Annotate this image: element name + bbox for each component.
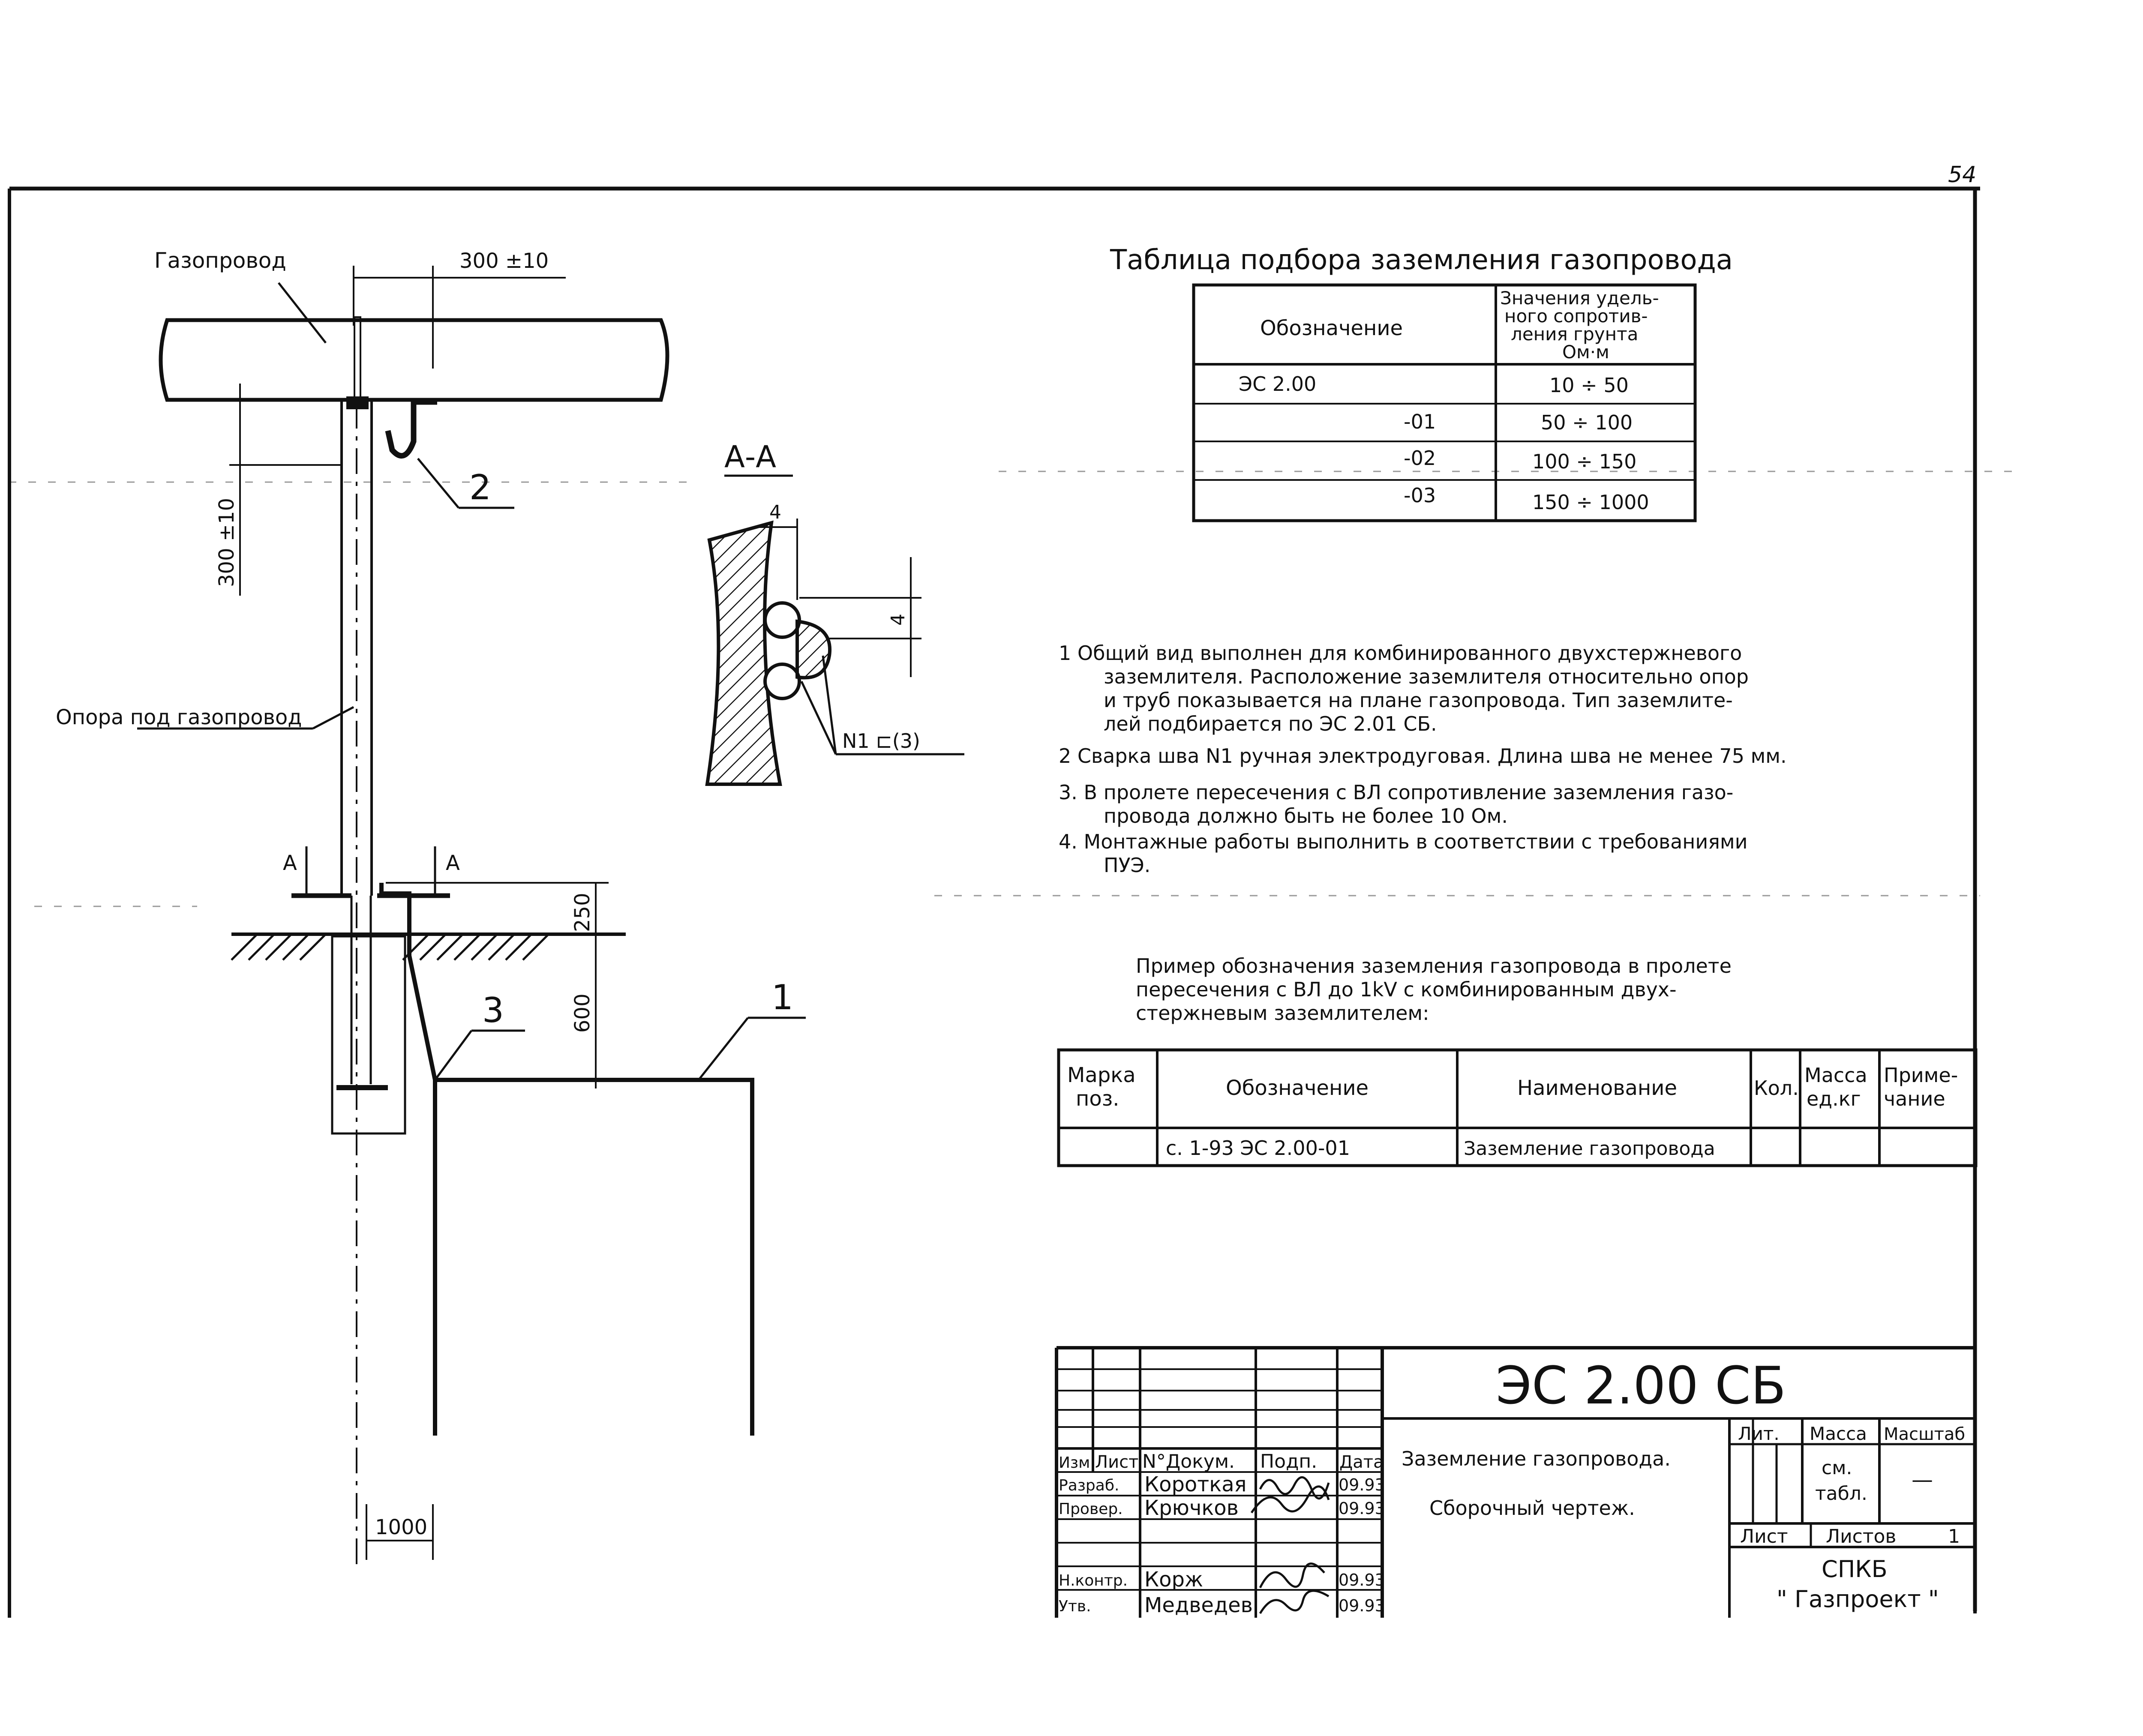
note-4: 4. Монтажные работы выполнить в соответствии с требованиями ПУЭ. (1059, 830, 1748, 877)
scale-value: — (1912, 1467, 1933, 1492)
person-name: Короткая (1144, 1472, 1247, 1496)
designation-example (1059, 954, 1976, 1166)
sign-date: 09.93 (1339, 1475, 1385, 1494)
callout-2-leader (418, 459, 459, 508)
title-block-name: Заземление газопровода. Сборочный чертеж. (1402, 1447, 1671, 1520)
sheets-label: Листов (1826, 1526, 1897, 1547)
dim-600-label: 600 (570, 993, 594, 1033)
col-header-izm: Изм. (1059, 1454, 1095, 1472)
example-row-name: Заземление газопровода (1464, 1138, 1715, 1160)
person-name: Корж (1144, 1568, 1204, 1592)
table-row-designation: -03 (1404, 484, 1436, 507)
header-mass: Масса ед.кг (1804, 1064, 1867, 1110)
callout-1-leader (699, 1018, 748, 1080)
col2-header-line-1: Значения удель- (1500, 288, 1659, 309)
pipeline (161, 320, 667, 400)
title-block (1056, 1166, 1976, 1618)
selection-table (1110, 244, 1733, 521)
callout-1: 1 (771, 977, 793, 1017)
col-header-date: Дата (1339, 1452, 1384, 1472)
section-mark-right: А (446, 851, 460, 875)
example-text: Пример обозначения заземления газопровода в пролете пересечения с ВЛ до 1kV с комбинированным двух- стержневым заземлителем: (1136, 954, 1732, 1025)
mass-label: Масса (1810, 1423, 1867, 1444)
role-label: Разраб. (1059, 1477, 1120, 1494)
dim-1000-label: 1000 (375, 1515, 428, 1539)
pipeline-label-leader (279, 283, 326, 343)
assembly-drawing (56, 248, 806, 1564)
table-row-value: 150 ÷ 1000 (1532, 491, 1649, 514)
col-header-list: Лист (1095, 1452, 1139, 1472)
signatures (1252, 1477, 1329, 1613)
title-block-code: ЭС 2.00 СБ (1496, 1356, 1786, 1416)
rod-bottom (765, 664, 799, 699)
col2-header-line-3: ления грунта (1511, 324, 1639, 345)
rod-top (765, 603, 799, 637)
col-header-sign: Подп. (1260, 1451, 1318, 1472)
col-header-doc: N°Докум. (1142, 1451, 1235, 1472)
table-row-value: 100 ÷ 150 (1532, 450, 1637, 473)
grounding-conductor (381, 883, 435, 1436)
table-row-value: 50 ÷ 100 (1541, 411, 1633, 434)
selection-table-col1-header: Обозначение (1260, 316, 1403, 340)
table-row-designation: -01 (1404, 410, 1436, 433)
grounding-bracket (388, 402, 437, 456)
header-qty: Кол. (1754, 1076, 1799, 1100)
support-wall-section (707, 523, 780, 784)
section-a-a (707, 439, 964, 784)
table-row-designation: ЭС 2.00 (1239, 372, 1317, 396)
role-label: Провер. (1059, 1500, 1123, 1518)
dim-vertical-label: 300 ±10 (215, 498, 239, 587)
dim-4v-label: 4 (887, 614, 909, 626)
foundation (332, 936, 405, 1133)
pipeline-label: Газопровод (154, 248, 286, 273)
sheet-number: 54 (1948, 162, 1977, 188)
support-label-leader-tip (313, 707, 354, 729)
mass-value: см. табл. (1815, 1457, 1867, 1505)
note-1: 1 Общий вид выполнен для комбинированного двухстержневого заземлителя. Расположение заземлителя относительно опор и труб показывается на плане газопровода. Тип заземлите- лей подбирается по ЭС 2.01 СБ. (1059, 642, 1749, 735)
role-label: Н.контр. (1059, 1572, 1128, 1589)
sheet-label: Лист (1740, 1526, 1788, 1547)
section-title: А-А (724, 439, 777, 474)
header-designation: Обозначение (1226, 1076, 1369, 1100)
header-name: Наименование (1517, 1076, 1678, 1100)
scale-label: Масштаб (1884, 1424, 1966, 1444)
lit-label: Лит. (1738, 1423, 1780, 1444)
dim-4h-label: 4 (769, 501, 781, 523)
notes (1059, 642, 1787, 877)
person-name: Медведев (1144, 1593, 1253, 1617)
role-label: Утв. (1059, 1598, 1091, 1615)
note-3: 3. В пролете пересечения с ВЛ сопротивление заземления газо- провода должно быть не более 10 Ом. (1059, 781, 1734, 828)
sign-date: 09.93 (1339, 1571, 1385, 1589)
support-label: Опора под газопровод (56, 705, 302, 729)
org-name: СПКБ " Газпроект " (1777, 1556, 1939, 1613)
dim-top-label: 300 ±10 (459, 249, 549, 273)
callout-3: 3 (482, 990, 504, 1030)
ground-hatching (231, 934, 549, 960)
table-row-value: 10 ÷ 50 (1549, 374, 1629, 397)
selection-table-col2-header (1500, 288, 1665, 363)
selection-table-title: Таблица подбора заземления газопровода (1110, 244, 1733, 276)
section-mark-left: А (283, 851, 297, 875)
sign-date: 09.93 (1339, 1596, 1385, 1615)
table-row-designation: -02 (1404, 447, 1436, 470)
col2-header-line-2: ного сопротив- (1504, 306, 1648, 327)
dim-250-label: 250 (570, 893, 594, 932)
example-row-designation: с. 1-93 ЭС 2.00-01 (1166, 1136, 1350, 1160)
grounding-electrode (435, 1080, 752, 1436)
note-2: 2 Сварка шва N1 ручная электродуговая. Длина шва не менее 75 мм. (1059, 744, 1787, 768)
callout-2: 2 (469, 468, 491, 507)
person-name: Крючков (1144, 1496, 1239, 1520)
sheets-value: 1 (1948, 1526, 1960, 1547)
header-note: Приме- чание (1884, 1064, 1958, 1110)
weld-label: N1 ⊏(3) (842, 729, 921, 753)
bolt (354, 317, 360, 403)
callout-3-leader (435, 1031, 471, 1080)
col2-header-line-4: Ом·м (1562, 342, 1609, 363)
header-mark: Марка поз. (1067, 1063, 1136, 1111)
anchor-plate (336, 1085, 388, 1090)
sign-date: 09.93 (1339, 1499, 1385, 1518)
